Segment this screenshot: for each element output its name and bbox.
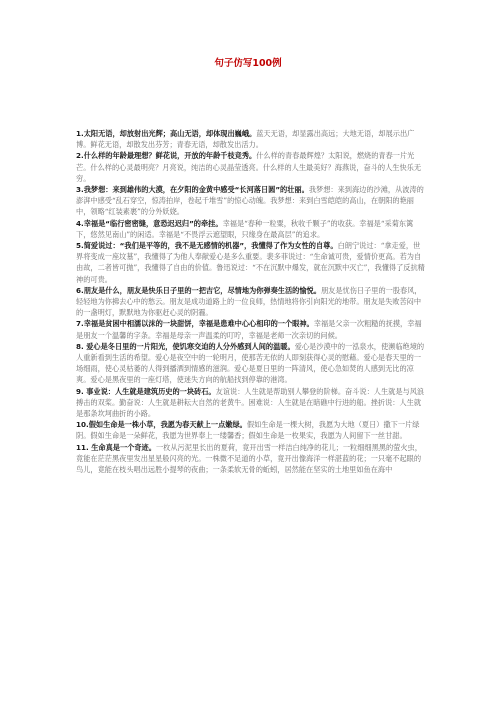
item-lead: 5.简爱说过：“我们是平等的，我不是无感情的机器”，我懂得了作为女性的自尊。 <box>76 241 338 251</box>
item-lead: 4.幸福是“临行密密缝，意恐迟迟归”的牵挂。 <box>76 218 223 228</box>
item-lead: 2.什么样的年龄最理想？鲜花说，开放的年龄千枝竞秀。 <box>76 151 257 161</box>
item-text: 我梦想：来到海边的沙滩，从波涛的澎湃中感受“乱石穿空，惊涛拍岸，卷起千堆雪”的惊心动魄。我梦想：来到白雪皑皑的高山，在朝阳的艳丽中，领略“红装素裹”的分外妖娆。 <box>76 185 424 217</box>
item-text: 假如生命是一棵大树，我愿为大地（夏日）撒下一片绿阴。假如生命是一朵鲜花，我愿为世界奉上一缕馨香；假如生命是一枚果实，我愿为人间留下一丝甘甜。 <box>76 420 420 441</box>
item-text: 一枚从污泥里长出的夏荷，竟开出雪一样洁白纯净的花儿；一粒细细黑黑的萤火虫，竟能在茫茫黑夜里发出星星般闪亮的光。一株微不足道的小草，竟开出像海洋一样湛蓝的花；一只毫不起眼的鸟儿，竟能在枝头唱出远胜小提琴的夜曲；一条柔软无骨的蚯蚓，居然能在坚实的土地里如鱼在海中 <box>76 442 422 475</box>
item-lead: 11. 生命真是一个奇迹。 <box>76 442 156 452</box>
item-text: 什么样的青春最辉煌？太阳说，燃烧的青春一片光芒。什么样的心灵最明亮？月亮说，纯洁的心灵晶莹透亮。什么样的人生最美好？海燕说，奋斗的人生快乐无穷。 <box>76 151 422 183</box>
item-text: 幸福是父亲一次粗糙的抚摸，幸福是朋友一个温馨的字条。幸福是母亲一声温柔的叮咛，幸福是老师一次亲切的问候。 <box>76 319 422 340</box>
item-lead: 7.幸福是贫困中相濡以沫的一块甜饼，幸福是患难中心心相印的一个眼神。 <box>76 319 314 329</box>
document-body <box>76 128 425 475</box>
item-text: 爱心是沙漠中的一泓泉水，使濒临绝境的人重新看到生活的希望。爱心是夜空中的一轮明月，使那苦无依的人即刻获得心灵的慰藉。爱心是春天里的一场细雨，使心灵枯萎的人得到播洒到情感的滋润。爱心是夏日里的一阵清风，使心急如焚的人感到无比的凉爽。爱心是黑夜里的一座灯塔，使迷失方向的航船找到停靠的港湾。 <box>76 341 425 385</box>
list-item <box>76 150 425 184</box>
list-item <box>76 128 425 150</box>
list-item <box>76 386 425 420</box>
list-item <box>76 218 425 240</box>
item-text: 幸福是“春种一粒粟，秋收千颗子”的收获。幸福是“采菊东篱下，悠然见南山”的闲适。幸福是“不畏浮云遮望眼，只缘身在最高层”的追求。 <box>76 218 414 239</box>
item-lead: 9. 事业说：人生就是建筑历史的一块砖石。 <box>76 386 216 396</box>
list-item <box>76 318 425 340</box>
item-lead: 3.我梦想：来到雄伟的大漠，在夕阳的金黄中感受“长河落日圆”的壮丽。 <box>76 185 309 195</box>
list-item <box>76 442 425 476</box>
list-item <box>76 184 425 218</box>
item-lead: 6.朋友是什么，朋友是快乐日子里的一把吉它，尽情地为你弹奏生活的愉悦。 <box>76 285 321 295</box>
item-lead: 10.假如生命是一株小草，我愿为春天献上一点嫩绿。 <box>76 420 247 430</box>
item-text: 朋友是忧伤日子里的一股春风，轻轻地为你拂去心中的愁云。朋友是成功道路上的一位良师，热情地将你引向阳光的地带。朋友是失败苦闷中的一盏明灯，默默地为你驱赶心灵的阴霾。 <box>76 285 422 318</box>
page-title: 句子仿写100例 <box>214 58 282 69</box>
item-text: 白朗宁说过：“拿走爱，世界将变成一座坟墓”，我懂得了为他人奉献爱心是多么重要。裴多菲说过：“生命诚可贵，爱情价更高。若为自由故，二者皆可抛”，我懂得了自由的价值。鲁迅说过：“不在沉默中爆发，就在沉默中灭亡”，我懂得了反抗精神的可贵。 <box>76 241 425 284</box>
list-item <box>76 419 425 441</box>
item-lead: 1.太阳无语，却放射出光辉；高山无语，却体现出巍峨。 <box>76 129 257 138</box>
item-text: 蓝天无语，却显露出高远；大地无语，却展示出广博。鲜花无语，却散发出芬芳；青春无语，却散发出活力。 <box>76 129 415 150</box>
item-lead: 8. 爱心是冬日里的一片阳光，使饥寒交迫的人分外感到人间的温暖。 <box>76 341 295 351</box>
list-item <box>76 341 425 386</box>
item-text: 友谊说：人生就是帮助别人攀登的阶梯。奋斗说：人生就是与风浪搏击的双桨。勤奋说：人生就是耕耘大自然的老黄牛。困难说：人生就是在暗礁中行进的船。挫折说：人生就是那条坎坷曲折的小路。 <box>76 386 425 419</box>
list-item <box>76 240 425 285</box>
list-item <box>76 285 425 319</box>
